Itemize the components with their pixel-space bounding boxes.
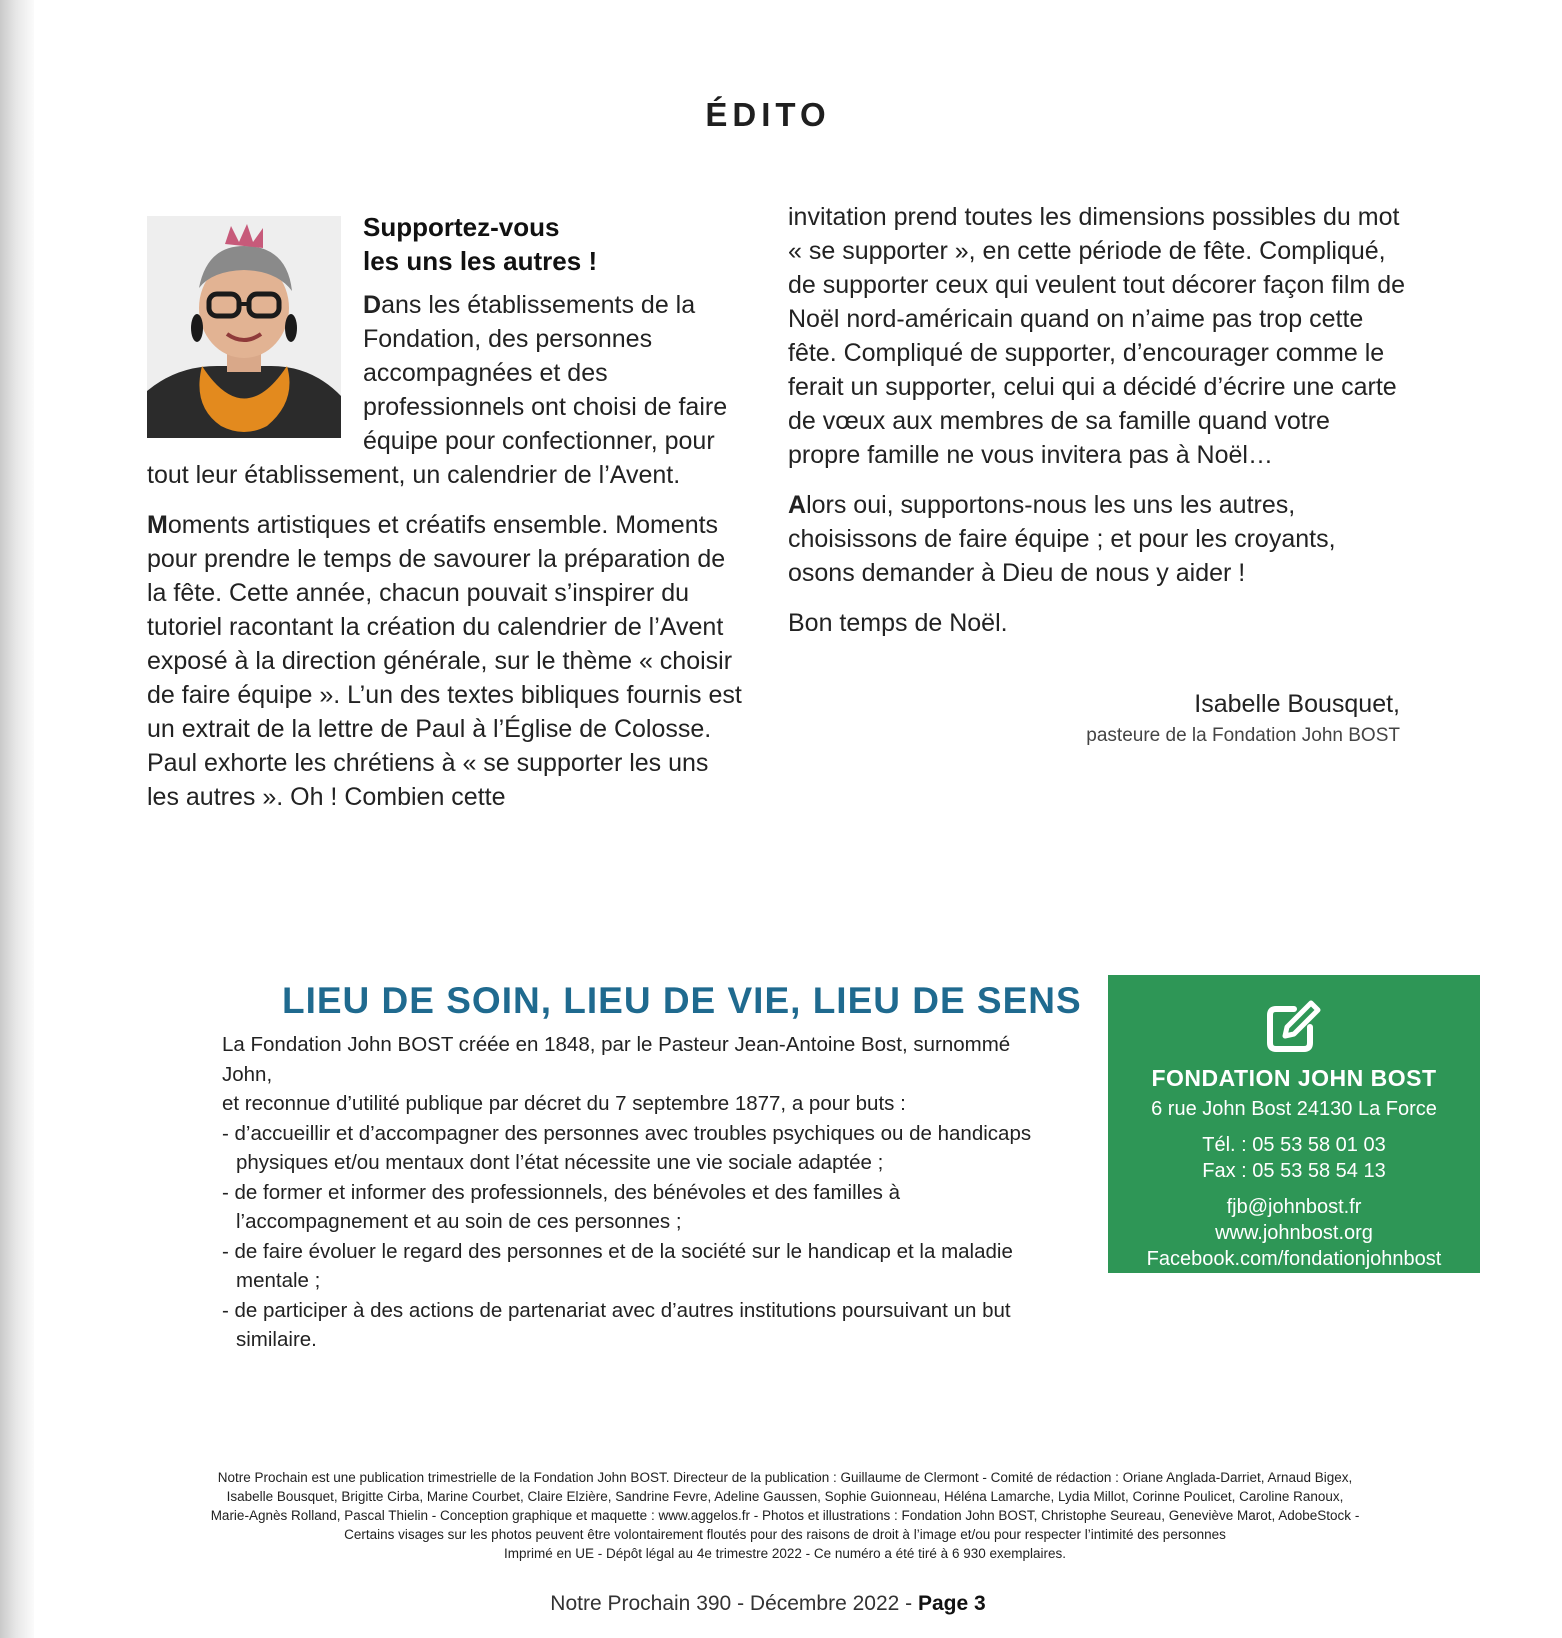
edit-icon bbox=[1108, 997, 1480, 1055]
list-item: - de former et informer des professionnels, des bénévoles et des familles à l’accompagnement et au soin de ces personnes ; bbox=[222, 1180, 900, 1233]
edito-left-column bbox=[147, 210, 747, 830]
page-number: Page 3 bbox=[917, 1592, 986, 1615]
contact-name: FONDATION JOHN BOST bbox=[1151, 1065, 1437, 1091]
portrait-illustration bbox=[147, 216, 341, 438]
edito-closing: Bon temps de Noël. bbox=[788, 609, 1008, 637]
edito-heading: Supportez-vous les uns les autres ! bbox=[363, 212, 598, 276]
edito-paragraph: Alors oui, supportons-nous les uns les autres, choisissons de faire équipe ; et pour les croyants, osons demander à Dieu de nous y aider ! bbox=[788, 491, 1336, 587]
contact-email-link[interactable]: fjb@johnbost.fr bbox=[1226, 1196, 1362, 1218]
mission-block bbox=[222, 1030, 1032, 1355]
page-footer: Notre Prochain 390 - Décembre 2022 - Page 3 bbox=[550, 1592, 986, 1615]
contact-box bbox=[1108, 975, 1480, 1273]
contact-phone: Tél. : 05 53 58 01 03 bbox=[1202, 1134, 1386, 1156]
edito-paragraph: invitation prend toutes les dimensions possibles du mot « se supporter », en cette période de fête. Compliqué, de supporter ceux qui veulent tout décorer façon film de Noël nord-américain quand on n’aime pas trop cette fête. Compliqué de supporter, d’encourager comme le ferait un supporter, celui qui a décidé d’écrire une carte de vœux aux membres de sa famille quand votre propre famille ne vous invitera pas à Noël… bbox=[788, 203, 1406, 469]
list-item: - de faire évoluer le regard des personnes et de la société sur le handicap et la maladie mentale ; bbox=[222, 1239, 1013, 1292]
contact-fax: Fax : 05 53 58 54 13 bbox=[1202, 1160, 1386, 1182]
signature-role: pasteure de la Fondation John BOST bbox=[1086, 725, 1400, 746]
contact-facebook-link[interactable]: Facebook.com/fondationjohnbost bbox=[1146, 1248, 1442, 1270]
list-item: - d’accueillir et d’accompagner des personnes avec troubles psychiques ou de handicaps physiques et/ou mentaux dont l’état nécessite une vie sociale adaptée ; bbox=[222, 1121, 1032, 1174]
page-title: ÉDITO bbox=[705, 96, 831, 133]
mission-goals-list bbox=[222, 1119, 1032, 1355]
contact-website-link[interactable]: www.johnbost.org bbox=[1215, 1222, 1373, 1244]
publication-credits: Notre Prochain est une publication trimestrielle de la Fondation John BOST. Directeur de la publication : Guillaume de Clermont - Comité de rédaction : Oriane Anglada-Darriet, Arnaud Bigex, Isabelle Bousquet, Brigitte Cirba, Marine Courbet, Claire Elzière, Sandrine Fevre, Adeline Gaussen, Sophie Guionneau, Héléna Lamarche, Lydia Millot, Corinne Poulicet, Caroline Ranoux, Marie-Agnès Rolland, Pascal Thielin - Conception graphique et maquette : www.aggelos.fr - Photos et illustrations : Fondation John BOST, Christophe Seureau, Geneviève Marot, AdobeStock - Certains visages sur les photos peuvent être volontairement floutés pour des raisons de droit à l’image et/ou pour respecter l’intimité des personnes Imprimé en UE - Dépôt légal au 4e trimestre 2022 - Ce numéro a été tiré à 6 930 exemplaires. bbox=[210, 1470, 1360, 1561]
edito-right-column bbox=[788, 200, 1408, 656]
list-item: - de participer à des actions de partenariat avec d’autres institutions poursuivant un but similaire. bbox=[222, 1298, 1011, 1351]
edito-paragraph: Moments artistiques et créatifs ensemble. Moments pour prendre le temps de savourer la préparation de la fête. Cette année, chacun pouvait s’inspirer du tutoriel racontant la création du calendrier de l’Avent exposé à la direction générale, sur le thème « choisir de faire équipe ». L’un des textes bibliques fournis est un extrait de la lettre de Paul à l’Église de Colosse. Paul exhorte les chrétiens à « se supporter les uns les autres ». Oh ! Combien cette bbox=[147, 511, 742, 811]
page-spine-shadow bbox=[0, 0, 34, 1638]
contact-address: 6 rue John Bost 24130 La Force bbox=[1151, 1098, 1437, 1120]
mission-intro: La Fondation John BOST créée en 1848, par le Pasteur Jean-Antoine Bost, surnommé John, et reconnue d’utilité publique par décret du 7 septembre 1877, a pour buts : bbox=[222, 1033, 1011, 1115]
signature-name: Isabelle Bousquet, bbox=[1194, 690, 1400, 718]
mission-title: LIEU DE SOIN, LIEU DE VIE, LIEU DE SENS bbox=[282, 980, 1082, 1021]
edito-signature bbox=[1086, 690, 1400, 747]
author-portrait bbox=[147, 216, 341, 438]
edito-paragraph: Dans les établissements de la Fondation, des personnes accompagnées et des professionnels ont choisi de faire équipe pour confectionner, pour tout leur établissement, un calendrier de l’Avent. bbox=[147, 291, 728, 489]
